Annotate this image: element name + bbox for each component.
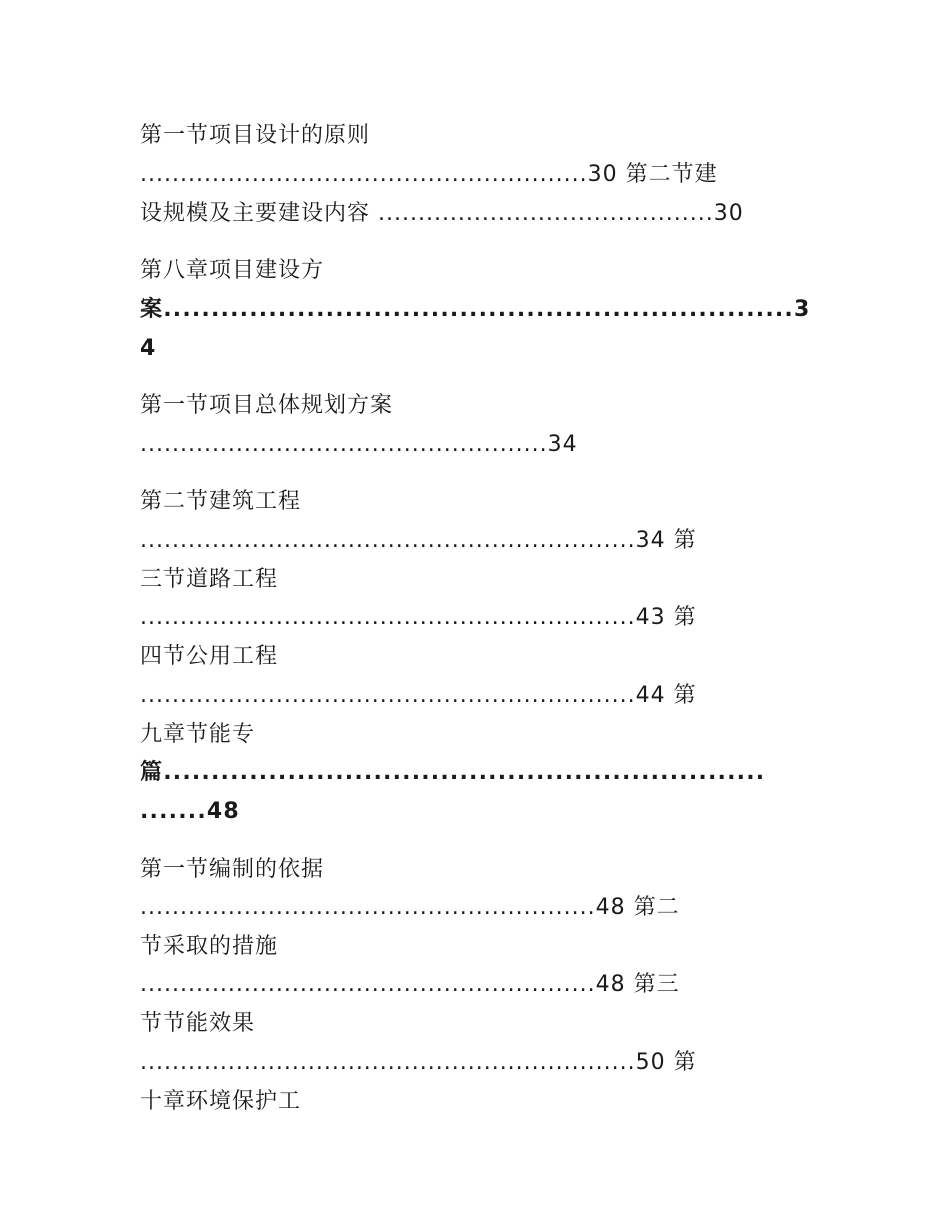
toc-line: 篇............................................................... <box>140 760 766 785</box>
toc-line: 四节公用工程 <box>140 644 279 669</box>
toc-line: .........................................................48 第三 <box>140 972 680 997</box>
toc-line: ..............................................................44 第 <box>140 683 697 708</box>
toc-line: 第二节建筑工程 <box>140 489 302 514</box>
toc-line: ..............................................................43 第 <box>140 605 697 630</box>
toc-line: 第一节编制的依据 <box>140 857 325 882</box>
toc-line: .......48 <box>140 799 240 824</box>
toc-line: 4 <box>140 336 157 361</box>
toc-line: 第一节项目设计的原则 <box>140 123 371 148</box>
toc-line: 节节能效果 <box>140 1011 256 1036</box>
toc-line: ........................................................30 第二节建 <box>140 162 718 187</box>
toc-line: 设规模及主要建设内容 ..........................................30 <box>140 201 744 226</box>
toc-line: ..............................................................50 第 <box>140 1050 697 1075</box>
toc-line: 第八章项目建设方 <box>140 258 325 283</box>
toc-line: ..............................................................34 第 <box>140 528 697 553</box>
toc-line: ...................................................34 <box>140 432 578 457</box>
toc-line: 第一节项目总体规划方案 <box>140 393 394 418</box>
toc-line: 案..................................................................3 <box>140 297 811 322</box>
toc-line: 十章环境保护工 <box>140 1089 302 1114</box>
toc-line: 九章节能专 <box>140 722 256 747</box>
toc-line: 三节道路工程 <box>140 567 279 592</box>
toc-line: .........................................................48 第二 <box>140 895 680 920</box>
toc-line: 节采取的措施 <box>140 934 279 959</box>
